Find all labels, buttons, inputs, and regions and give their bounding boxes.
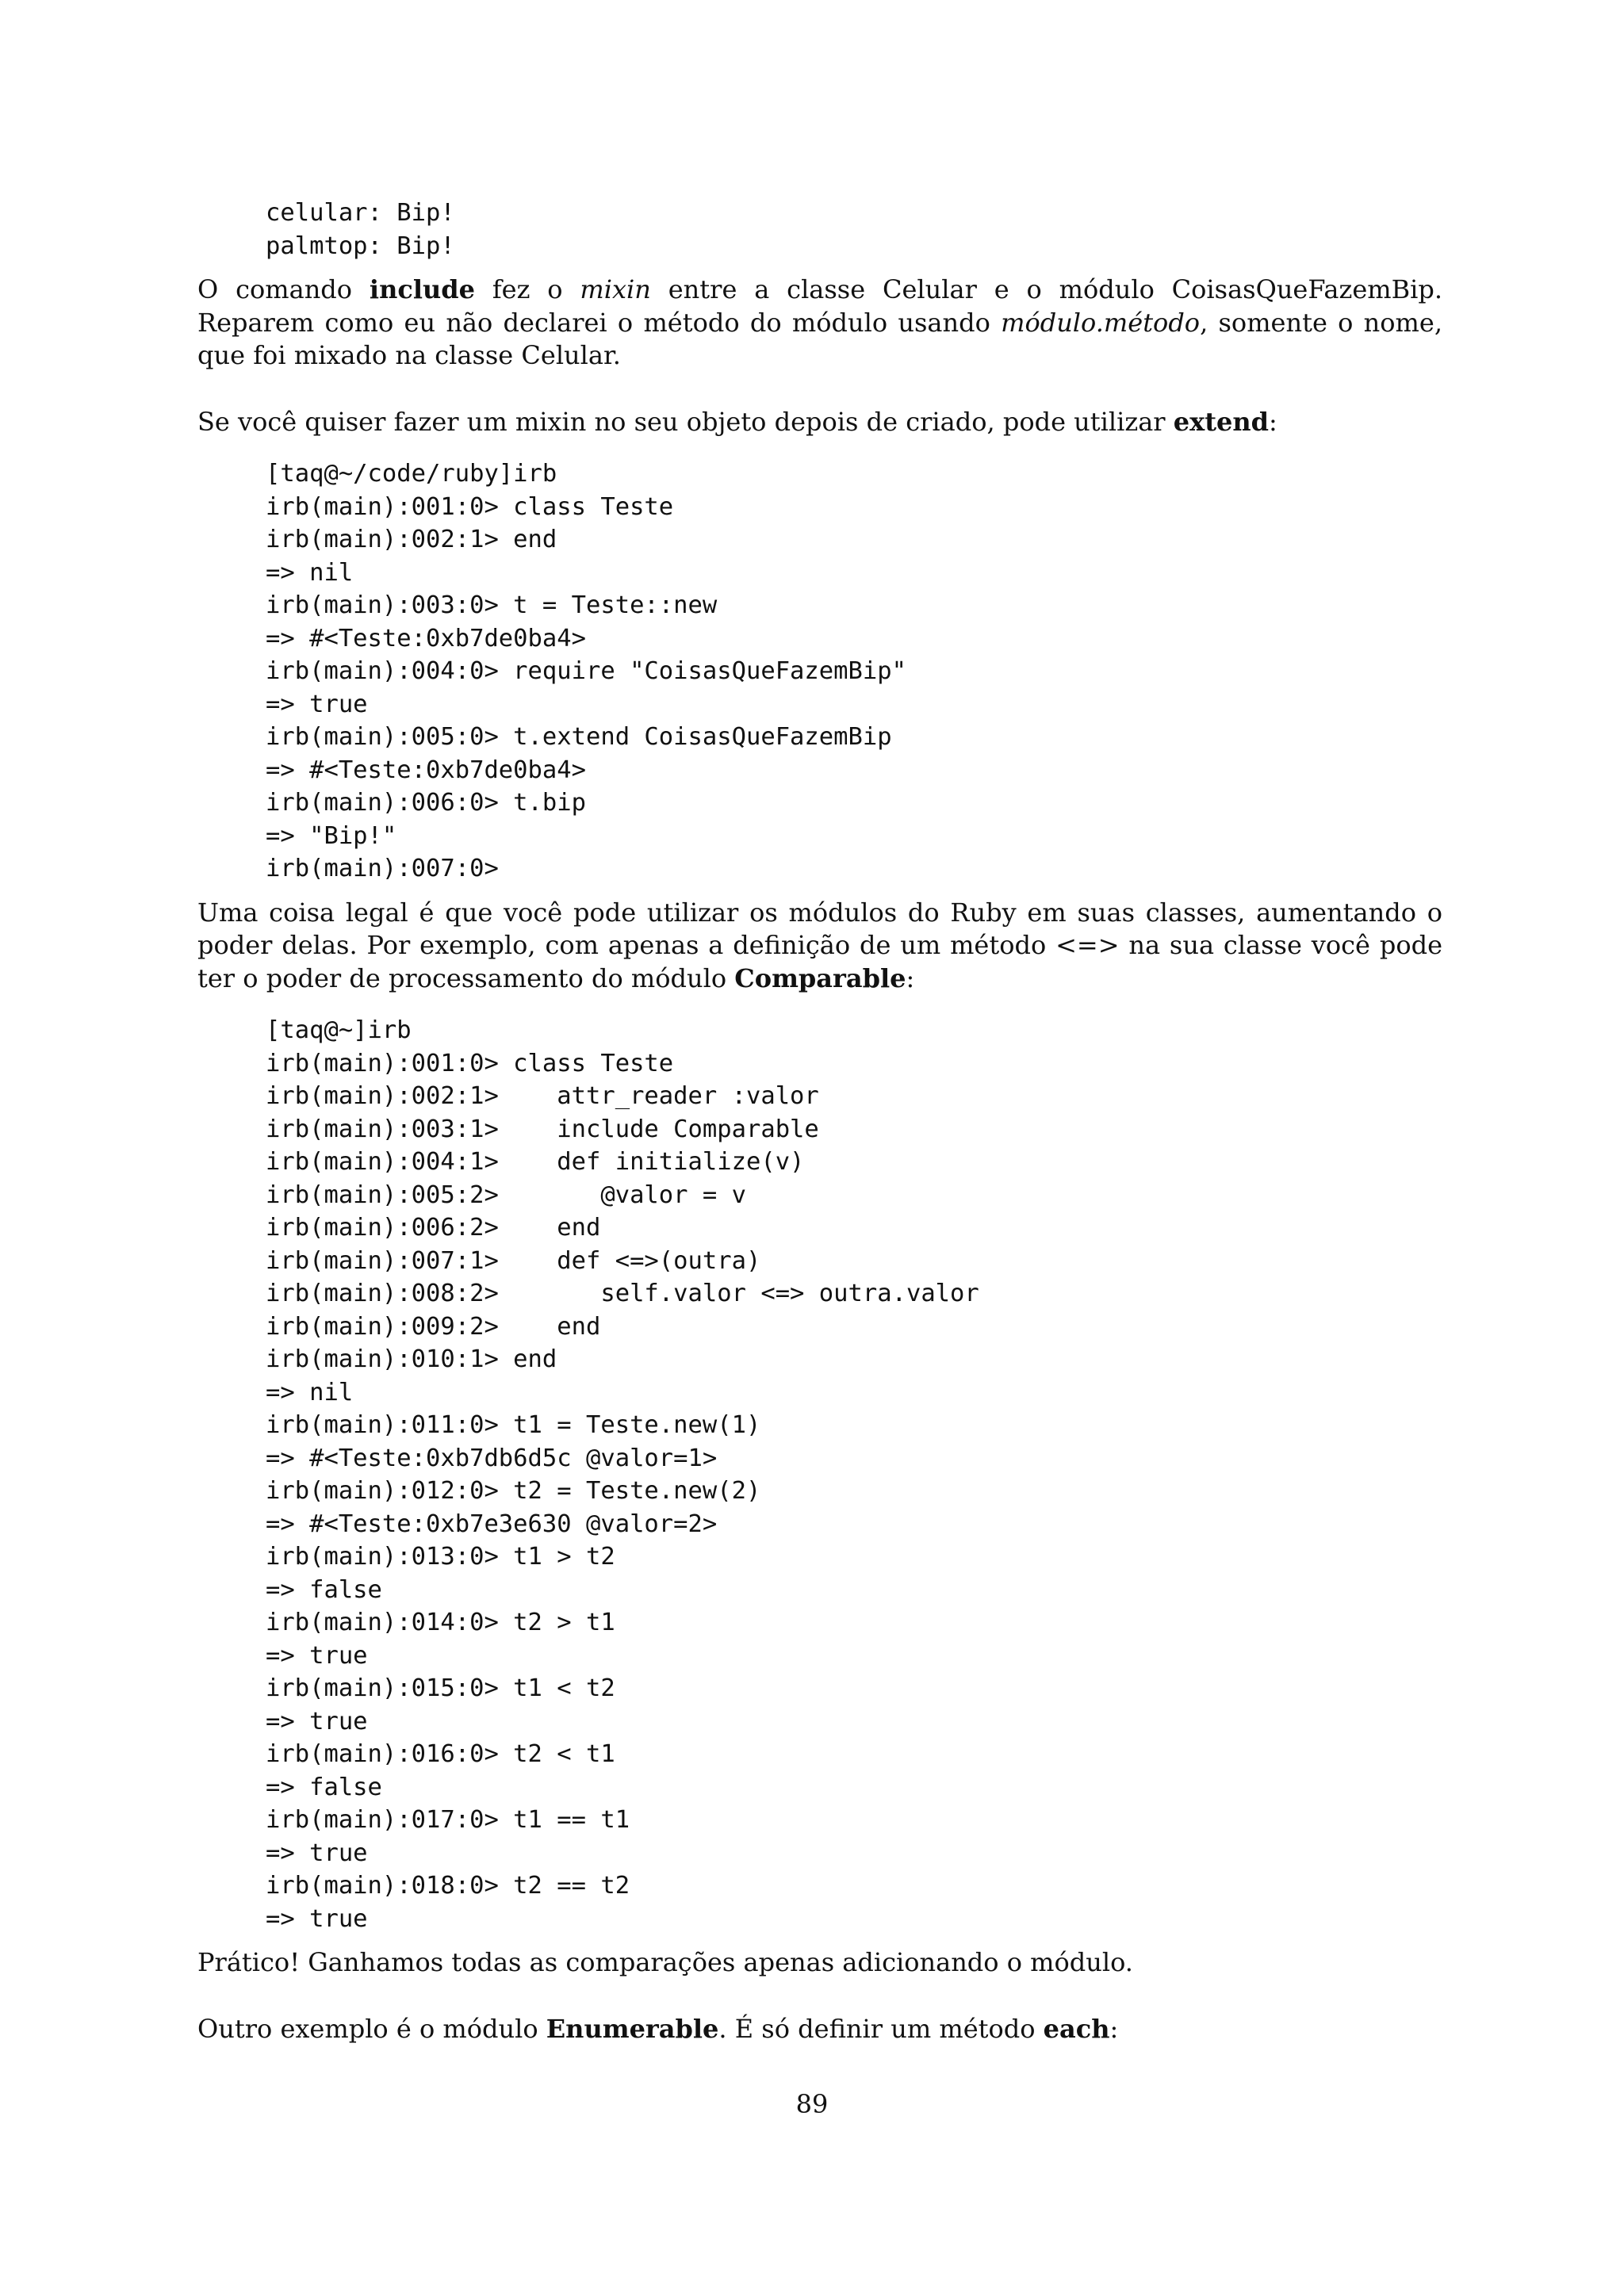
paragraph-text: . É só definir um método [718, 2013, 1044, 2044]
paragraph-text: fez o [474, 274, 580, 304]
code-line: => true [266, 1839, 368, 1867]
code-line: irb(main):001:0> class Teste [266, 492, 674, 521]
code-line: irb(main):007:0> [266, 855, 499, 882]
code-line: irb(main):001:0> class Teste [266, 1049, 674, 1077]
code-line: => false [266, 1575, 382, 1604]
paragraph-include [197, 274, 1442, 373]
code-line: palmtop: Bip! [266, 232, 455, 260]
keyword-comparable: Comparable [734, 962, 906, 993]
code-line: irb(main):012:0> t2 = Teste.new(2) [266, 1477, 761, 1505]
paragraph-text: O comando [197, 274, 370, 304]
code-line: irb(main):013:0> t1 > t2 [266, 1543, 615, 1571]
code-line: celular: Bip! [266, 199, 455, 227]
code-line: => nil [266, 558, 354, 587]
code-line: irb(main):017:0> t1 == t1 [266, 1806, 630, 1834]
code-line: irb(main):007:1> def <=>(outra) [266, 1246, 761, 1275]
term-mixin: mixin [580, 274, 651, 304]
code-line: irb(main):004:1> def initialize(v) [266, 1148, 805, 1176]
code-line: irb(main):008:2> self.valor <=> outra.valor [266, 1280, 979, 1307]
keyword-enumerable: Enumerable [546, 2013, 719, 2044]
code-line: => #<Teste:0xb7db6d5c @valor=1> [266, 1444, 718, 1472]
keyword-extend: extend [1173, 406, 1269, 437]
code-line: irb(main):002:1> attr_reader :valor [266, 1082, 819, 1110]
page-number: 89 [795, 2089, 829, 2119]
paragraph-text: Se você quiser fazer um mixin no seu objeto depois de criado, pode utilizar [197, 406, 1174, 437]
paragraph-extend [197, 406, 1442, 439]
code-line: => #<Teste:0xb7de0ba4> [266, 624, 586, 652]
term-modulo-metodo: módulo.método [1001, 307, 1201, 338]
code-block-output [266, 197, 1442, 262]
code-line: => nil [266, 1378, 354, 1406]
paragraph-text: entre a classe Celular e o módulo CoisasQueFazemBip. Reparem como eu não declarei o método do módulo usando [197, 274, 1443, 338]
code-line: irb(main):005:0> t.extend CoisasQueFazemBip [266, 723, 892, 751]
code-line: irb(main):006:2> end [266, 1214, 601, 1242]
code-line: => true [266, 1904, 368, 1933]
code-line: irb(main):009:2> end [266, 1312, 601, 1341]
code-block-extend-session [266, 457, 1442, 886]
paragraph-enumerable [197, 2013, 1442, 2046]
paragraph-text: : [1109, 2013, 1119, 2044]
code-line: [taq@~]irb [266, 1016, 412, 1044]
code-line: irb(main):011:0> t1 = Teste.new(1) [266, 1411, 761, 1439]
document-page [197, 197, 1442, 2045]
code-line: irb(main):014:0> t2 > t1 [266, 1609, 615, 1636]
paragraph-comparable [197, 897, 1442, 996]
code-line: => #<Teste:0xb7e3e630 @valor=2> [266, 1510, 718, 1538]
keyword-each: each [1043, 2013, 1110, 2044]
paragraph-text: , somente o nome, que foi mixado na classe Celular. [197, 307, 1442, 370]
code-line: irb(main):003:0> t = Teste::new [266, 591, 718, 619]
keyword-include: include [369, 274, 475, 304]
code-line: irb(main):005:2> @valor = v [266, 1181, 746, 1209]
code-line: => "Bip!" [266, 821, 397, 850]
code-line: => true [266, 1641, 368, 1670]
code-block-comparable-session [266, 1014, 1442, 1935]
paragraph-text: Uma coisa legal é que você pode utilizar os módulos do Ruby em suas classes, aumentando o poder delas. Por exemplo, com apenas a definição de um método <=> na sua classe você pode ter o poder de processamento do módulo [197, 897, 1442, 993]
paragraph-pratico: Prático! Ganhamos todas as comparações apenas adicionando o módulo. [197, 1947, 1133, 1977]
code-line: => true [266, 1707, 368, 1735]
paragraph-text: Outro exemplo é o módulo [197, 2013, 546, 2044]
code-line: irb(main):003:1> include Comparable [266, 1115, 819, 1143]
code-line: irb(main):015:0> t1 < t2 [266, 1674, 615, 1702]
paragraph-text: : [1268, 406, 1277, 437]
code-line: [taq@~/code/ruby]irb [266, 460, 557, 488]
code-line: irb(main):006:0> t.bip [266, 789, 586, 817]
code-line: irb(main):010:1> end [266, 1345, 557, 1373]
code-line: => false [266, 1773, 382, 1801]
code-line: irb(main):002:1> end [266, 526, 557, 553]
paragraph-text: : [906, 962, 915, 993]
code-line: => #<Teste:0xb7de0ba4> [266, 756, 586, 784]
code-line: irb(main):018:0> t2 == t2 [266, 1872, 630, 1900]
code-line: irb(main):016:0> t2 < t1 [266, 1740, 615, 1768]
code-line: => true [266, 690, 368, 718]
code-line: irb(main):004:0> require "CoisasQueFazemBip" [266, 657, 906, 685]
